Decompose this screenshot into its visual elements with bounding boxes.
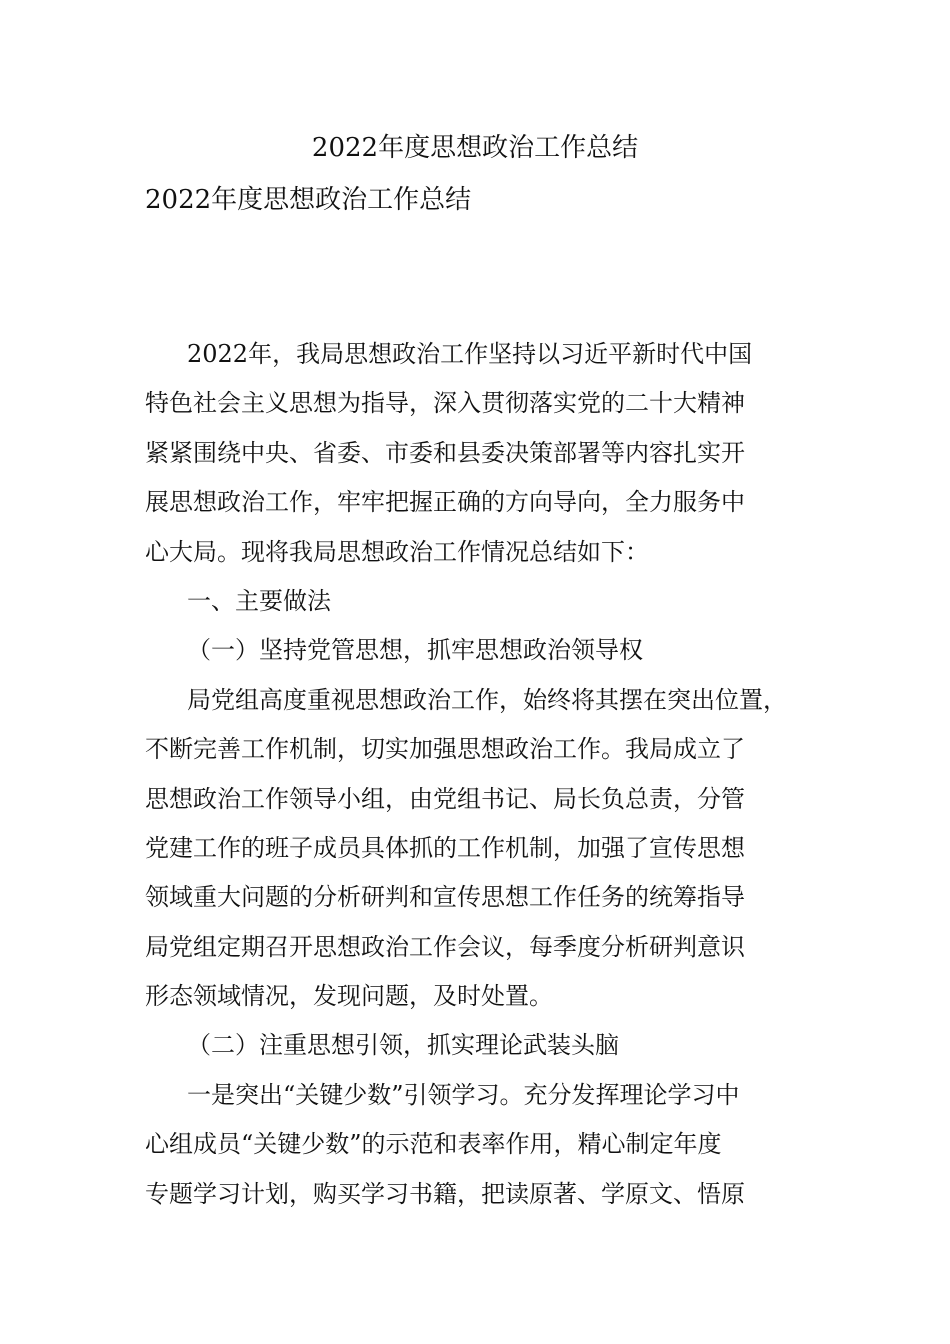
subsection-heading: （二）注重思想引领，抓实理论武装头脑	[187, 1031, 619, 1060]
subsection-heading: （一）坚持党管思想，抓牢思想政治领导权	[187, 636, 643, 665]
section-heading: 一、主要做法	[187, 586, 331, 615]
paragraph-line: 心大局。现将我局思想政治工作情况总结如下：	[145, 537, 649, 566]
paragraph-line: 心组成员“关键少数”的示范和表率作用，精心制定年度	[145, 1130, 722, 1159]
paragraph-line: 紧紧围绕中央、省委、市委和县委决策部署等内容扎实开	[145, 438, 745, 467]
paragraph-line: 局党组定期召开思想政治工作会议，每季度分析研判意识	[145, 932, 745, 961]
paragraph-line: 展思想政治工作，牢牢把握正确的方向导向，全力服务中	[145, 488, 745, 517]
paragraph-line: 思想政治工作领导小组，由党组书记、局长负总责，分管	[145, 784, 745, 813]
paragraph-line: 一是突出“关键少数”引领学习。充分发挥理论学习中	[187, 1080, 740, 1109]
paragraph-line: 特色社会主义思想为指导，深入贯彻落实党的二十大精神	[145, 389, 745, 418]
paragraph-line: 不断完善工作机制，切实加强思想政治工作。我局成立了	[145, 735, 745, 764]
paragraph-line: 领域重大问题的分析研判和宣传思想工作任务的统筹指导	[145, 883, 745, 912]
paragraph-line: 2022年，我局思想政治工作坚持以习近平新时代中国	[187, 340, 753, 368]
document-title: 2022年度思想政治工作总结	[311, 133, 639, 163]
paragraph-line: 专题学习计划，购买学习书籍，把读原著、学原文、悟原	[145, 1179, 745, 1208]
paragraph-line: 形态领域情况，发现问题，及时处置。	[145, 982, 553, 1011]
document-body	[145, 330, 813, 1219]
paragraph-line: 局党组高度重视思想政治工作，始终将其摆在突出位置，	[187, 685, 787, 714]
paragraph-line: 党建工作的班子成员具体抓的工作机制，加强了宣传思想	[145, 833, 745, 862]
document-subtitle: 2022年度思想政治工作总结	[145, 185, 472, 215]
